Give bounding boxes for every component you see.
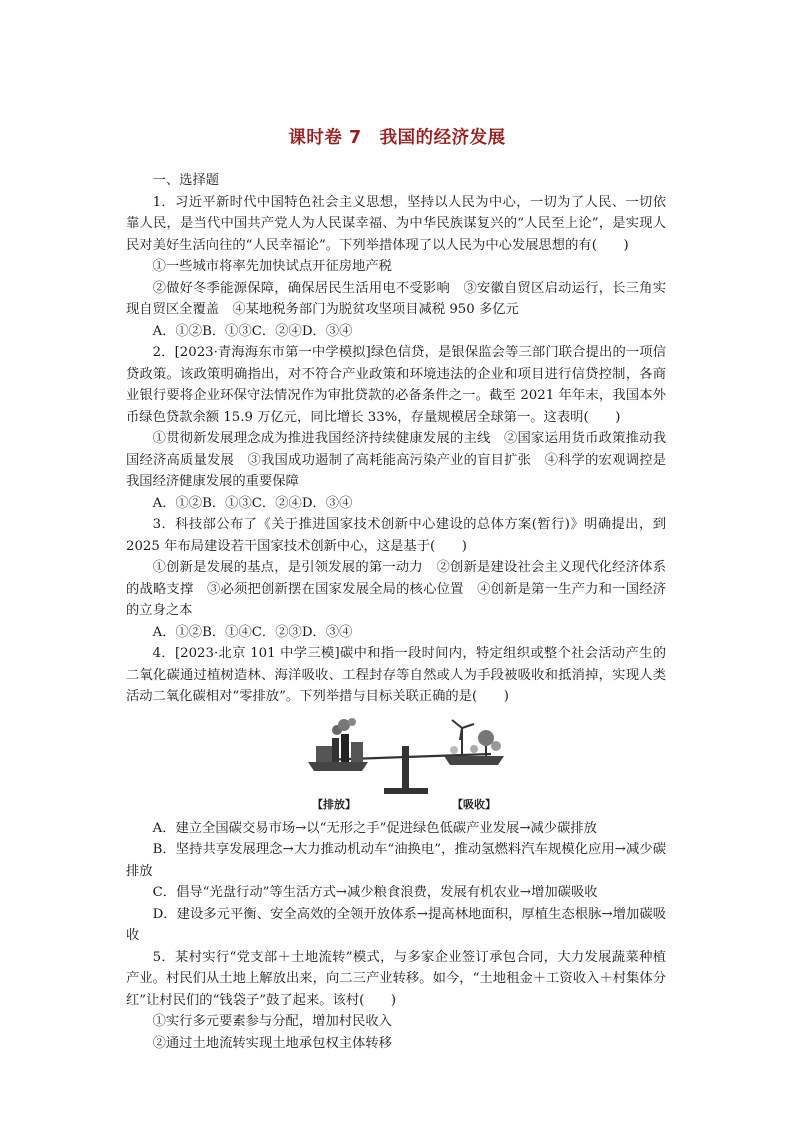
question-item: ①实行多元要素参与分配，增加村民收入 (152, 1014, 392, 1029)
question-item: ①贯彻新发展理念成为推进我国经济持续健康发展的主线 ②国家运用货币政策推动我国经济高质量发展 ③我国成功遏制了高耗能高污染产业的盲目扩张 ④科学的宏观调控是我国经济健康发展的重要保障 (126, 431, 666, 489)
question-list (126, 170, 666, 1054)
question-options: A．①②B．①③C．②④D．③④ (152, 495, 353, 511)
balance-scale-icon (306, 716, 506, 798)
choice-d: D．建设多元平衡、安全高效的全领开放体系→提高林地面积，厚植生态根脉→增加碳吸收 (126, 906, 666, 943)
question-item: ②通过土地流转实现土地承包权主体转移 (152, 1035, 392, 1051)
balance-scale-figure (126, 716, 666, 814)
emission-label: 【排放】 (312, 797, 356, 811)
question-options: A．①②B．①④C．②③D．③④ (152, 624, 353, 640)
question-stem: 4．[2023·北京 101 中学三模]碳中和指一段时间内，特定组织或整个社会活动产生的二氧化碳通过植树造林、海洋吸收、工程封存等自然或人为手段被吸收和抵消掉，实现人类活动二氧化碳相对“零排放”。下列举措与目标关联正确的是( ) (126, 646, 666, 704)
question-options: A．①②B．①③C．②④D．③④ (152, 323, 353, 339)
section-heading: 一、选择题 (152, 173, 220, 188)
question-item: ②做好冬季能源保障，确保居民生活用电不受影响 ③安徽自贸区启动运行，长三角实现自贸区全覆盖 ④某地税务部门为脱贫攻坚项目减税 950 多亿元 (126, 280, 666, 317)
choice-c: C．倡导“光盘行动”等生活方式→减少粮食浪费，发展有机农业→增加碳吸收 (152, 885, 598, 900)
question-stem: 5．某村实行“党支部＋土地流转”模式，与多家企业签订承包合同，大力发展蔬菜种植产业。村民们从土地上解放出来，向二三产业转移。如今，“土地租金＋工资收入＋村集体分红”让村民们的“钱袋子”鼓了起来。该村( ) (126, 949, 666, 1008)
question-stem: 1．习近平新时代中国特色社会主义思想，坚持以人民为中心，一切为了人民、一切依靠人民，是当代中国共产党人为人民谋幸福、为中华民族谋复兴的“人民至上论”，是实现人民对美好生活向往的“人民幸福论”。下列举措体现了以人民为中心发展思想的有( ) (126, 194, 666, 253)
page-title: 课时卷 7 我国的经济发展 (288, 128, 506, 148)
absorption-label: 【吸收】 (452, 797, 496, 811)
question-item: ①一些城市将率先加快试点开征房地产税 (152, 259, 392, 274)
question-item: ①创新是发展的基点，是引领发展的第一动力 ②创新是建设社会主义现代化经济体系的战略支撑 ③必须把创新摆在国家发展全局的核心位置 ④创新是第一生产力和一国经济的立身之本 (126, 560, 666, 618)
choice-a: A．建立全国碳交易市场→以“无形之手”促进绿色低碳产业发展→减少碳排放 (152, 820, 597, 836)
question-stem: 2．[2023·青海海东市第一中学模拟]绿色信贷，是银保监会等三部门联合提出的一项信贷政策。该政策明确指出，对不符合产业政策和环境违法的企业和项目进行信贷控制，各商业银行要将企业环保守法情况作为审批贷款的必备条件之一。截至 2021 年年末，我国本外币绿色贷款余额 15.9 万亿元，同比增长 33%，存量规模居全球第一。这表明( ) (126, 345, 666, 425)
choice-b: B．坚持共享发展理念→大力推动机动车“油换电”，推动氢燃料汽车规模化应用→减少碳排放 (126, 842, 666, 879)
question-stem: 3．科技部公布了《关于推进国家技术创新中心建设的总体方案(暂行)》明确提出，到 2025 年布局建设若干国家技术创新中心，这是基于( ) (126, 517, 666, 554)
